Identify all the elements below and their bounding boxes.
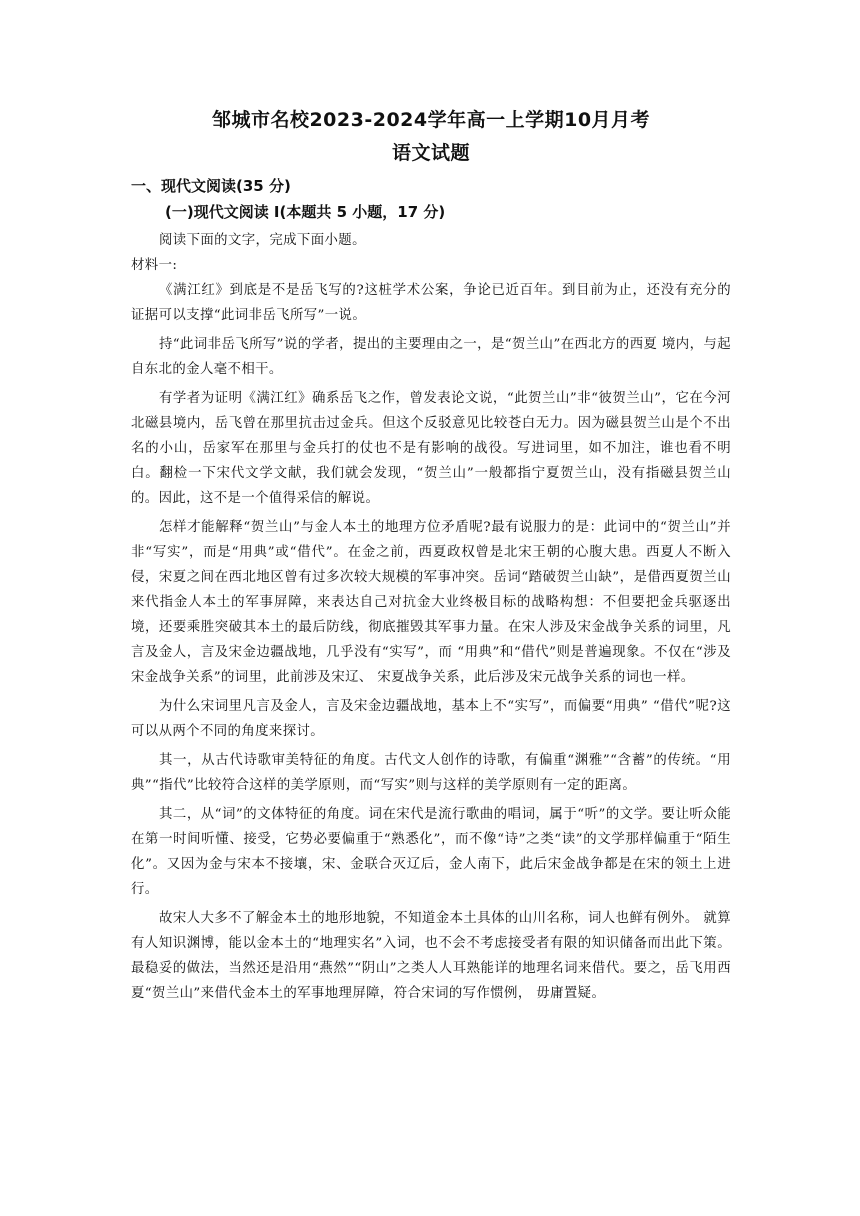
paragraph-2: 持“此词非岳飞所写”说的学者，提出的主要理由之一，是“贺兰山”在西北方的西夏 境内，与起自东北的金人毫不相干。	[131, 337, 731, 377]
section-heading-reading: 一、现代文阅读(35 分)	[131, 177, 291, 195]
reading-instruction: 阅读下面的文字，完成下面小题。	[159, 233, 366, 248]
material-label: 材料一:	[131, 258, 178, 273]
subsection-heading-reading-1: (一)现代文阅读 I(本题共 5 小题，17 分)	[165, 203, 446, 221]
paragraph-1: 《满江红》到底是不是岳飞写的?这桩学术公案，争论已近百年。到目前为止，还没有充分的证据可以支撑“此词非岳飞所写”一说。	[131, 283, 731, 323]
paragraph-6: 其一，从古代诗歌审美特征的角度。古代文人创作的诗歌，有偏重“渊雅”“含蓄”的传统。“用典”“指代”比较符合这样的美学原则，而“写实”则与这样的美学原则有一定的距离。	[131, 753, 731, 793]
exam-page	[131, 104, 731, 1006]
paragraph-8: 故宋人大多不了解金本土的地形地貌，不知道金本土具体的山川名称，词人也鲜有例外。 就算有人知识渊博，能以金本土的“地理实名”入词，也不会不考虑接受者有限的知识储备而出此下策。最稳妥的做法，当然还是沿用“燕然”“阴山”之类人人耳熟能详的地理名词来借代。要之，岳飞用西夏“贺兰山”来借代金本土的军事地理屏障，符合宋词的写作惯例， 毋庸置疑。	[131, 911, 731, 1001]
exam-title-line1: 邹城市名校2023-2024学年高一上学期10月月考	[211, 109, 651, 131]
paragraph-5: 为什么宋词里凡言及金人，言及宋金边疆战地，基本上不“实写”，而偏要“用典” “借代”呢?这可以从两个不同的角度来探讨。	[131, 699, 731, 739]
paragraph-4: 怎样才能解释“贺兰山”与金人本土的地理方位矛盾呢?最有说服力的是：此词中的“贺兰山”并非“写实”，而是“用典”或“借代”。在金之前，西夏政权曾是北宋王朝的心腹大患。西夏人不断入侵，宋夏之间在西北地区曾有过多次较大规模的军事冲突。岳词“踏破贺兰山缺”，是借西夏贺兰山来代指金人本土的军事屏障，来表达自己对抗金大业终极目标的战略构想：不但要把金兵驱逐出境，还要乘胜突破其本土的最后防线，彻底摧毁其军事力量。在宋人涉及宋金战争关系的词里，凡言及金人，言及宋金边疆战地，几乎没有“实写”，而 “用典”和“借代”则是普遍现象。不仅在“涉及宋金战争关系”的词里，此前涉及宋辽、 宋夏战争关系，此后涉及宋元战争关系的词也一样。	[131, 520, 731, 685]
exam-title-line2: 语文试题	[391, 142, 470, 164]
paragraph-3: 有学者为证明《满江红》确系岳飞之作，曾发表论文说，“此贺兰山”非“彼贺兰山”，它在今河北磁县境内，岳飞曾在那里抗击过金兵。但这个反驳意见比较苍白无力。因为磁县贺兰山是个不出名的小山，岳家军在那里与金兵打的仗也不是有影响的战役。写进词里，如不加注，谁也看不明白。翻检一下宋代文学文献，我们就会发现，“贺兰山”一般都指宁夏贺兰山，没有指磁县贺兰山的。因此，这不是一个值得采信的解说。	[131, 391, 731, 506]
paragraph-7: 其二，从“词”的文体特征的角度。词在宋代是流行歌曲的唱词，属于“听”的文学。要让听众能在第一时间听懂、接受，它势必要偏重于“熟悉化”，而不像“诗”之类“读”的文学那样偏重于“陌生化”。又因为金与宋本不接壤，宋、金联合灭辽后，金人南下，此后宋金战争都是在宋的领土上进行。	[131, 807, 731, 897]
